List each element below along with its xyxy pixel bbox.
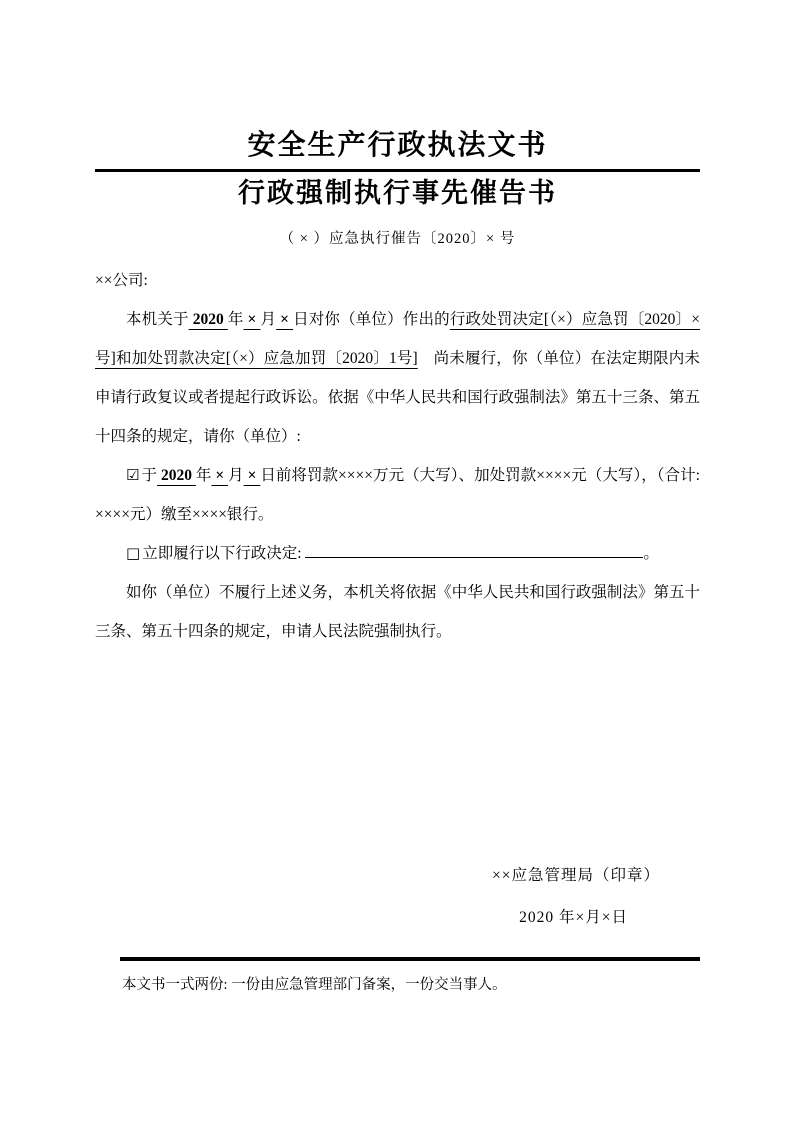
text-segment: 本机关于 <box>126 311 189 329</box>
doc-number: （ × ）应急执行催告〔2020〕× 号 <box>279 231 516 248</box>
title-divider <box>95 169 700 172</box>
addressee: ××公司: <box>95 272 148 290</box>
signature-date: 2020 年×月×日 <box>519 909 628 927</box>
text-segment: 年 <box>195 467 212 485</box>
paragraph-enforcement: 如你（单位）不履行上述义务，本机关将依据《中华人民共和国行政强制法》第五十三条、第五十四条的规定，申请人民法院强制执行。 <box>95 584 700 641</box>
footer-divider <box>120 957 700 961</box>
doc-title: 行政强制执行事先催告书 <box>238 178 557 209</box>
option-payment <box>95 456 700 534</box>
signature-authority: ××应急管理局（印章） <box>492 867 660 885</box>
fill-day: × <box>276 311 294 329</box>
checkbox-unchecked-icon: □ <box>126 544 141 563</box>
fill-year: 2020 <box>188 311 228 329</box>
text-segment: 日前将罚款××××万元（大写）、加处罚款××××元（大写），（合计: ××××元）缴至××××银行。 <box>95 467 700 524</box>
text-segment: 立即履行以下行政决定: <box>142 545 306 563</box>
option-immediate-performance <box>95 534 700 573</box>
footer-note: 本文书一式两份: 一份由应急管理部门备案，一份交当事人。 <box>122 977 507 994</box>
fill-blank-line <box>305 543 643 559</box>
fill-month: × <box>243 311 261 329</box>
text-segment: 。 <box>643 545 659 563</box>
text-segment: 月 <box>228 467 244 485</box>
header-title: 安全生产行政执法文书 <box>247 130 548 161</box>
text-segment: 于 <box>141 467 158 485</box>
text-segment: 日对你（单位）作出的 <box>293 311 450 329</box>
fill-month: × <box>211 467 229 485</box>
fill-decision-numbers: 行政处罚决定[（×）应急罚〔2020〕×号]和加处罚款决定[（×）应急加罚〔2020〕1号] <box>95 311 700 368</box>
fill-year: 2020 <box>157 467 196 485</box>
text-segment: 尚未履行，你（单位）在法定期限内未申请行政复议或者提起行政诉讼。依据《中华人民共和国行政强制法》第五十三条、第五十四条的规定，请你（单位）: <box>95 350 700 446</box>
text-segment: 年 <box>227 311 244 329</box>
fill-day: × <box>243 467 261 485</box>
paragraph-main <box>95 300 700 456</box>
checkbox-checked-icon: ☑ <box>126 466 140 485</box>
text-segment: 月 <box>260 311 277 329</box>
